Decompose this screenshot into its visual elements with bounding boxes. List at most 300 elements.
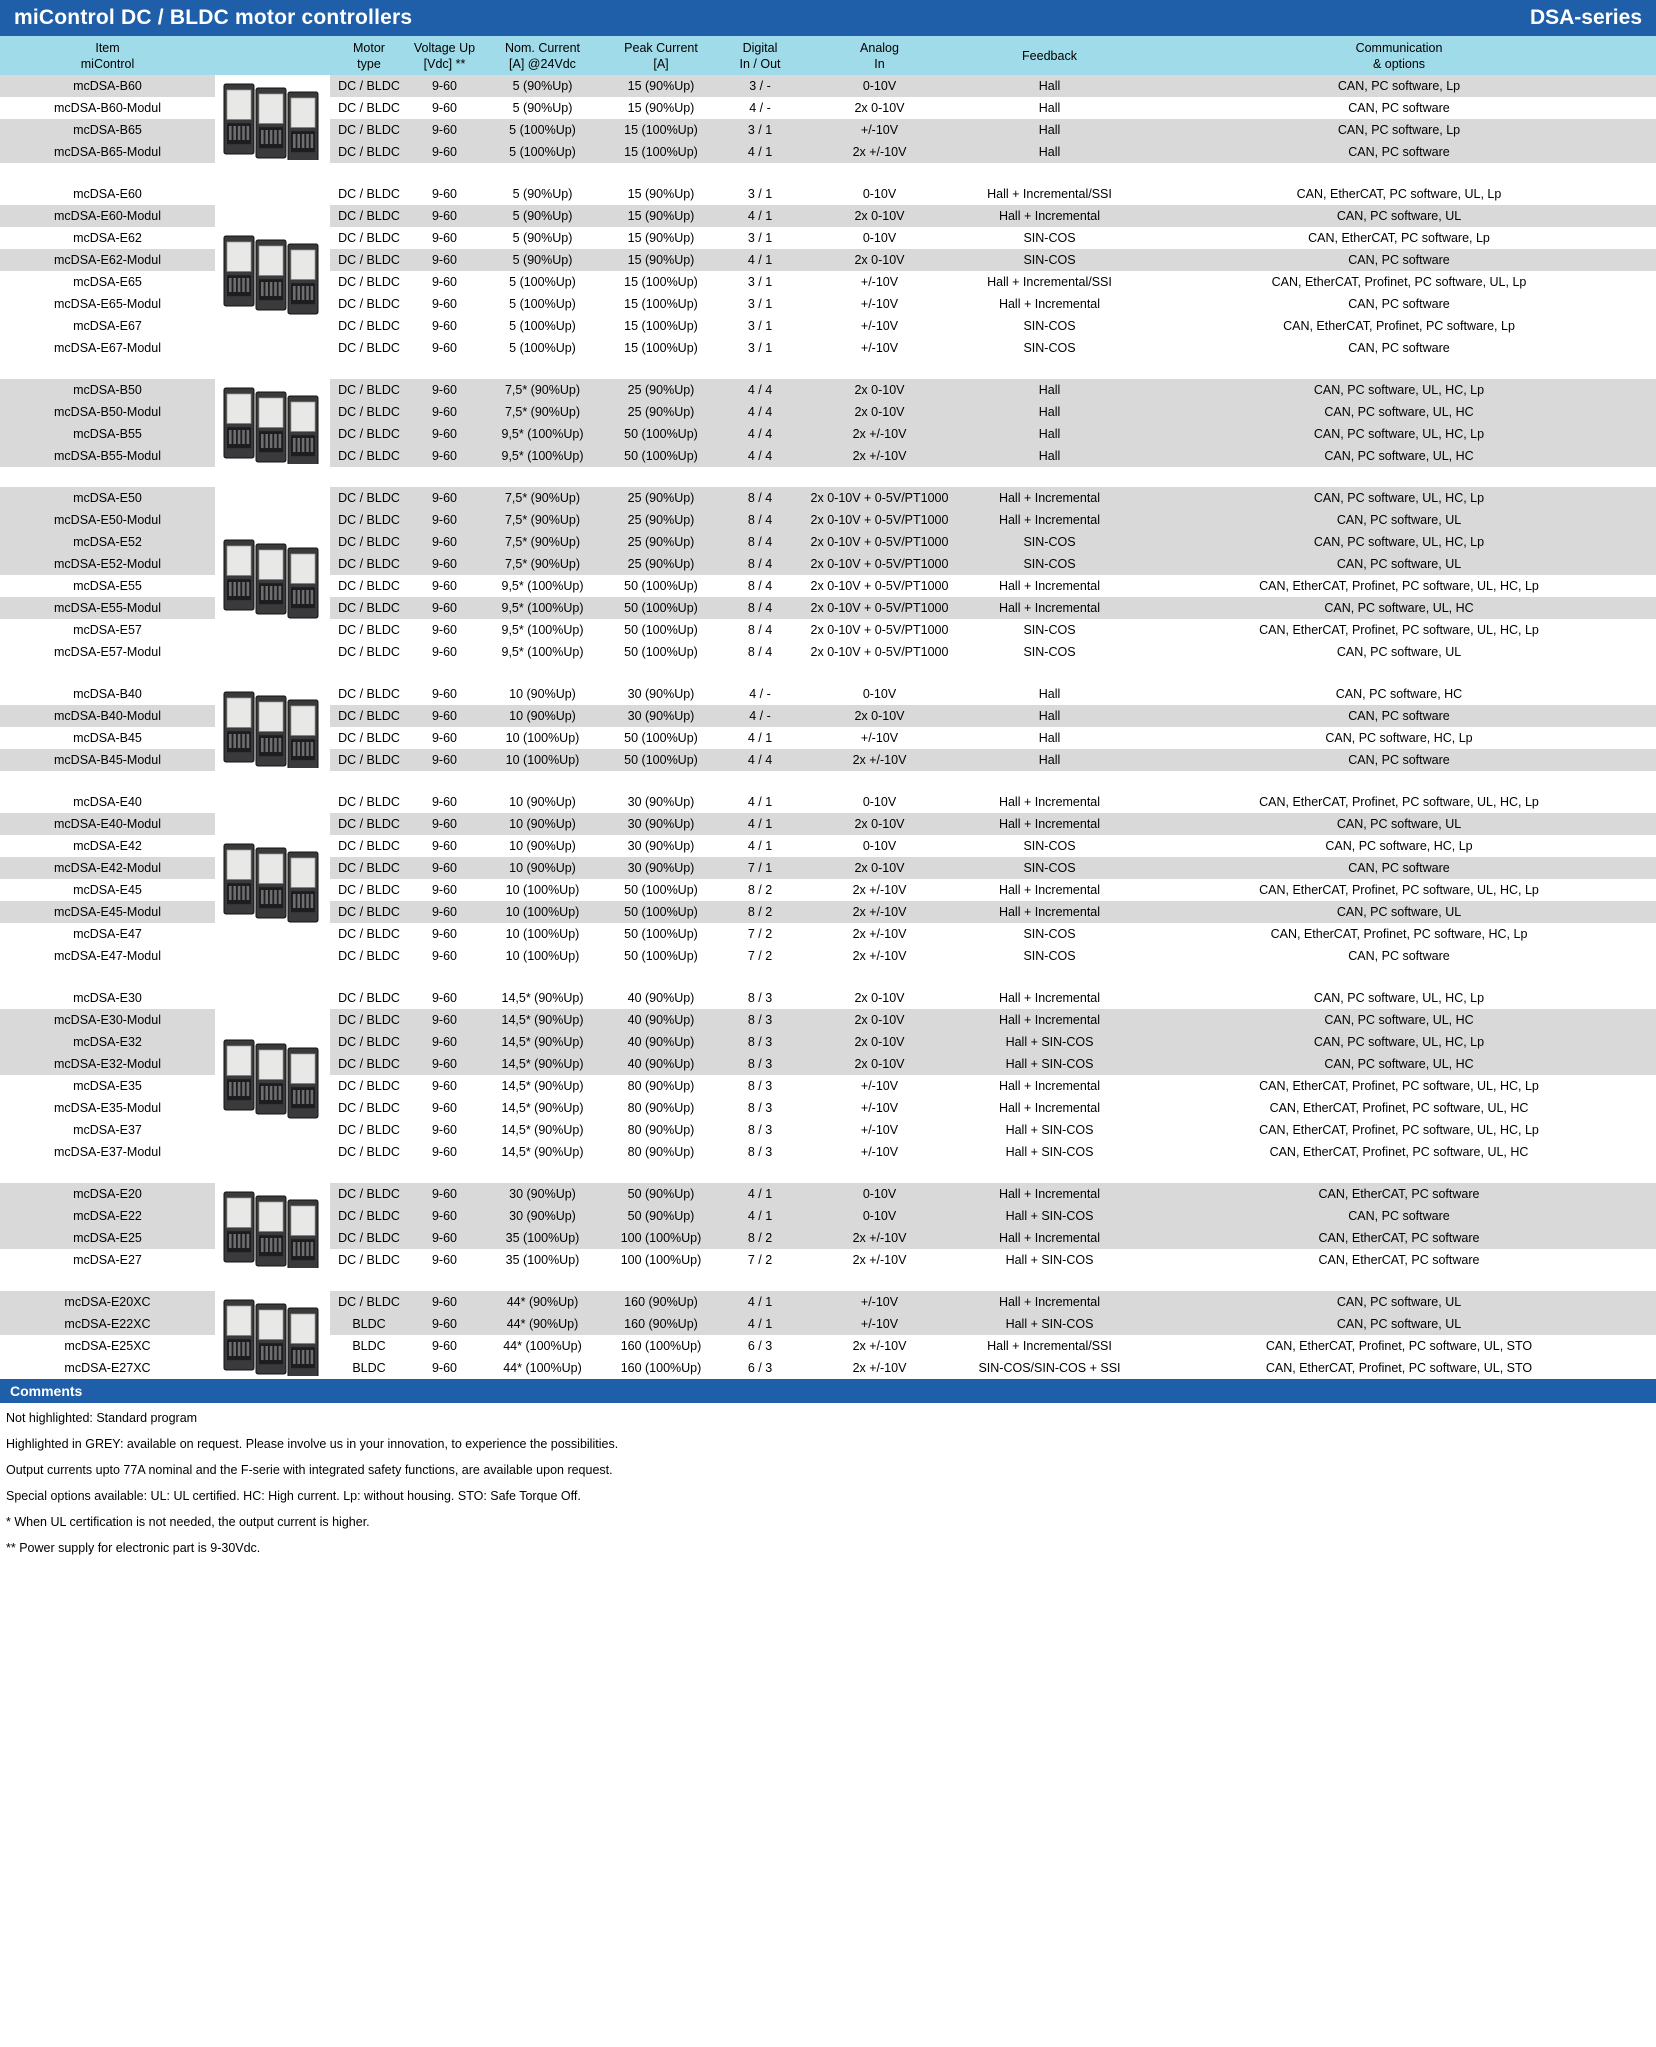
- table-row[interactable]: [0, 641, 1656, 663]
- cell-feedback: Hall + Incremental: [957, 813, 1142, 835]
- cell-motor-type: DC / BLDC: [330, 749, 408, 771]
- cell-digital-io: 8 / 3: [718, 1009, 802, 1031]
- cell-communication: CAN, PC software, UL, HC, Lp: [1142, 423, 1656, 445]
- cell-item: mcDSA-B50: [0, 379, 215, 401]
- table-row[interactable]: [0, 509, 1656, 531]
- cell-communication: CAN, EtherCAT, PC software, UL, Lp: [1142, 183, 1656, 205]
- product-table: [0, 75, 1656, 1379]
- table-row[interactable]: [0, 75, 1656, 97]
- column-header-nominal-current: [481, 36, 604, 75]
- cell-digital-io: 8 / 2: [718, 879, 802, 901]
- table-row[interactable]: [0, 315, 1656, 337]
- column-header-nominal-line1: Nom. Current: [504, 41, 581, 55]
- cell-voltage: 9-60: [408, 901, 481, 923]
- cell-motor-type: DC / BLDC: [330, 1291, 408, 1313]
- cell-feedback: Hall + Incremental: [957, 205, 1142, 227]
- cell-image: [215, 923, 330, 945]
- table-row[interactable]: [0, 879, 1656, 901]
- table-row[interactable]: [0, 791, 1656, 813]
- cell-voltage: 9-60: [408, 531, 481, 553]
- cell-motor-type: DC / BLDC: [330, 141, 408, 163]
- cell-item: mcDSA-E42: [0, 835, 215, 857]
- cell-digital-io: 3 / 1: [718, 315, 802, 337]
- cell-motor-type: DC / BLDC: [330, 945, 408, 967]
- cell-item: mcDSA-E50-Modul: [0, 509, 215, 531]
- cell-digital-io: 4 / 1: [718, 1205, 802, 1227]
- cell-digital-io: 8 / 3: [718, 1097, 802, 1119]
- table-row[interactable]: [0, 1291, 1656, 1313]
- cell-nominal-current: 14,5* (90%Up): [481, 1053, 604, 1075]
- cell-item: mcDSA-E67: [0, 315, 215, 337]
- group-spacer: [0, 467, 1656, 487]
- cell-item: mcDSA-E62-Modul: [0, 249, 215, 271]
- cell-analog-in: 0-10V: [802, 75, 957, 97]
- cell-analog-in: 2x 0-10V + 0-5V/PT1000: [802, 619, 957, 641]
- cell-nominal-current: 7,5* (90%Up): [481, 401, 604, 423]
- cell-digital-io: 8 / 4: [718, 619, 802, 641]
- cell-analog-in: 2x 0-10V + 0-5V/PT1000: [802, 597, 957, 619]
- cell-communication: CAN, PC software, UL: [1142, 509, 1656, 531]
- cell-nominal-current: 14,5* (90%Up): [481, 1097, 604, 1119]
- cell-analog-in: +/-10V: [802, 315, 957, 337]
- comments-header: Comments: [0, 1379, 1656, 1403]
- table-row[interactable]: [0, 401, 1656, 423]
- cell-peak-current: 30 (90%Up): [604, 857, 718, 879]
- product-group: [0, 987, 1656, 1163]
- cell-peak-current: 50 (100%Up): [604, 619, 718, 641]
- column-header-analog-in: [802, 36, 957, 75]
- cell-item: mcDSA-E47-Modul: [0, 945, 215, 967]
- cell-feedback: Hall: [957, 749, 1142, 771]
- cell-voltage: 9-60: [408, 1249, 481, 1271]
- cell-digital-io: 8 / 4: [718, 597, 802, 619]
- cell-image: [215, 1227, 330, 1249]
- cell-item: mcDSA-E20: [0, 1183, 215, 1205]
- table-row[interactable]: [0, 597, 1656, 619]
- cell-voltage: 9-60: [408, 119, 481, 141]
- table-row[interactable]: [0, 813, 1656, 835]
- cell-communication: CAN, EtherCAT, Profinet, PC software, UL, Lp: [1142, 271, 1656, 293]
- table-row[interactable]: [0, 487, 1656, 509]
- table-row[interactable]: [0, 337, 1656, 359]
- cell-communication: CAN, EtherCAT, Profinet, PC software, HC, Lp: [1142, 923, 1656, 945]
- cell-peak-current: 15 (100%Up): [604, 119, 718, 141]
- cell-nominal-current: 5 (100%Up): [481, 315, 604, 337]
- table-row[interactable]: [0, 987, 1656, 1009]
- cell-nominal-current: 10 (100%Up): [481, 901, 604, 923]
- cell-image: [215, 1119, 330, 1141]
- cell-nominal-current: 5 (100%Up): [481, 337, 604, 359]
- cell-image: [215, 857, 330, 879]
- table-row[interactable]: [0, 1357, 1656, 1379]
- cell-feedback: Hall + SIN-COS: [957, 1031, 1142, 1053]
- product-group: [0, 183, 1656, 359]
- cell-peak-current: 30 (90%Up): [604, 813, 718, 835]
- cell-feedback: Hall: [957, 97, 1142, 119]
- table-row[interactable]: [0, 531, 1656, 553]
- cell-digital-io: 8 / 4: [718, 531, 802, 553]
- cell-item: mcDSA-E37: [0, 1119, 215, 1141]
- cell-communication: CAN, PC software, HC: [1142, 683, 1656, 705]
- cell-voltage: 9-60: [408, 183, 481, 205]
- cell-image: [215, 1141, 330, 1163]
- cell-image: [215, 553, 330, 575]
- cell-analog-in: 2x +/-10V: [802, 945, 957, 967]
- cell-analog-in: +/-10V: [802, 271, 957, 293]
- cell-digital-io: 4 / 1: [718, 835, 802, 857]
- table-row[interactable]: [0, 1075, 1656, 1097]
- cell-digital-io: 3 / 1: [718, 119, 802, 141]
- cell-analog-in: 2x 0-10V: [802, 705, 957, 727]
- cell-nominal-current: 7,5* (90%Up): [481, 487, 604, 509]
- cell-feedback: Hall: [957, 445, 1142, 467]
- cell-nominal-current: 10 (100%Up): [481, 879, 604, 901]
- cell-digital-io: 8 / 3: [718, 987, 802, 1009]
- cell-analog-in: 2x 0-10V: [802, 401, 957, 423]
- cell-feedback: Hall: [957, 401, 1142, 423]
- cell-peak-current: 50 (100%Up): [604, 445, 718, 467]
- cell-communication: CAN, PC software, UL: [1142, 205, 1656, 227]
- cell-analog-in: +/-10V: [802, 1313, 957, 1335]
- cell-peak-current: 50 (100%Up): [604, 901, 718, 923]
- table-row[interactable]: [0, 1053, 1656, 1075]
- cell-nominal-current: 9,5* (100%Up): [481, 619, 604, 641]
- cell-voltage: 9-60: [408, 1313, 481, 1335]
- cell-analog-in: +/-10V: [802, 337, 957, 359]
- cell-digital-io: 7 / 2: [718, 945, 802, 967]
- cell-nominal-current: 5 (90%Up): [481, 249, 604, 271]
- table-row[interactable]: [0, 1031, 1656, 1053]
- cell-image: [215, 1009, 330, 1031]
- cell-digital-io: 4 / 4: [718, 749, 802, 771]
- cell-voltage: 9-60: [408, 1227, 481, 1249]
- table-row[interactable]: [0, 227, 1656, 249]
- table-row[interactable]: [0, 1249, 1656, 1271]
- column-header-voltage: [408, 36, 481, 75]
- table-row[interactable]: [0, 1141, 1656, 1163]
- cell-analog-in: 2x 0-10V: [802, 813, 957, 835]
- cell-motor-type: DC / BLDC: [330, 401, 408, 423]
- table-row[interactable]: [0, 683, 1656, 705]
- cell-peak-current: 30 (90%Up): [604, 791, 718, 813]
- table-row[interactable]: [0, 293, 1656, 315]
- cell-nominal-current: 10 (100%Up): [481, 945, 604, 967]
- cell-item: mcDSA-B60-Modul: [0, 97, 215, 119]
- column-header-feedback-line1: Feedback: [1022, 49, 1077, 63]
- table-row[interactable]: [0, 835, 1656, 857]
- cell-feedback: Hall + SIN-COS: [957, 1119, 1142, 1141]
- cell-motor-type: DC / BLDC: [330, 75, 408, 97]
- table-row[interactable]: [0, 97, 1656, 119]
- cell-image: [215, 227, 330, 249]
- cell-digital-io: 3 / 1: [718, 337, 802, 359]
- cell-motor-type: BLDC: [330, 1313, 408, 1335]
- cell-item: mcDSA-E35-Modul: [0, 1097, 215, 1119]
- cell-item: mcDSA-E25XC: [0, 1335, 215, 1357]
- table-row[interactable]: [0, 553, 1656, 575]
- cell-motor-type: DC / BLDC: [330, 1031, 408, 1053]
- cell-feedback: Hall + Incremental: [957, 509, 1142, 531]
- cell-nominal-current: 10 (90%Up): [481, 705, 604, 727]
- cell-digital-io: 4 / 1: [718, 205, 802, 227]
- table-row[interactable]: [0, 205, 1656, 227]
- cell-nominal-current: 9,5* (100%Up): [481, 597, 604, 619]
- cell-peak-current: 50 (100%Up): [604, 641, 718, 663]
- table-row[interactable]: [0, 1205, 1656, 1227]
- cell-digital-io: 7 / 2: [718, 1249, 802, 1271]
- cell-feedback: Hall: [957, 119, 1142, 141]
- cell-motor-type: DC / BLDC: [330, 293, 408, 315]
- cell-motor-type: DC / BLDC: [330, 857, 408, 879]
- cell-digital-io: 3 / 1: [718, 293, 802, 315]
- cell-voltage: 9-60: [408, 249, 481, 271]
- cell-communication: CAN, PC software: [1142, 141, 1656, 163]
- cell-communication: CAN, EtherCAT, Profinet, PC software, Lp: [1142, 315, 1656, 337]
- product-group: [0, 791, 1656, 967]
- cell-digital-io: 4 / 1: [718, 1313, 802, 1335]
- cell-motor-type: DC / BLDC: [330, 531, 408, 553]
- cell-motor-type: DC / BLDC: [330, 923, 408, 945]
- table-row[interactable]: [0, 1097, 1656, 1119]
- cell-analog-in: +/-10V: [802, 119, 957, 141]
- cell-image: [215, 1097, 330, 1119]
- cell-nominal-current: 44* (90%Up): [481, 1313, 604, 1335]
- cell-digital-io: 8 / 3: [718, 1075, 802, 1097]
- table-row[interactable]: [0, 141, 1656, 163]
- cell-voltage: 9-60: [408, 1031, 481, 1053]
- cell-nominal-current: 44* (100%Up): [481, 1357, 604, 1379]
- cell-item: mcDSA-E30: [0, 987, 215, 1009]
- cell-feedback: SIN-COS: [957, 835, 1142, 857]
- cell-motor-type: DC / BLDC: [330, 683, 408, 705]
- cell-image: [215, 705, 330, 727]
- cell-feedback: Hall + SIN-COS: [957, 1205, 1142, 1227]
- cell-item: mcDSA-E67-Modul: [0, 337, 215, 359]
- cell-feedback: Hall: [957, 423, 1142, 445]
- cell-item: mcDSA-E32-Modul: [0, 1053, 215, 1075]
- cell-nominal-current: 5 (90%Up): [481, 75, 604, 97]
- cell-motor-type: DC / BLDC: [330, 619, 408, 641]
- cell-communication: CAN, EtherCAT, Profinet, PC software, UL, HC, Lp: [1142, 619, 1656, 641]
- cell-motor-type: DC / BLDC: [330, 641, 408, 663]
- table-row[interactable]: [0, 379, 1656, 401]
- cell-motor-type: BLDC: [330, 1357, 408, 1379]
- cell-image: [215, 509, 330, 531]
- table-row[interactable]: [0, 1335, 1656, 1357]
- table-row[interactable]: [0, 901, 1656, 923]
- cell-peak-current: 30 (90%Up): [604, 835, 718, 857]
- cell-analog-in: 2x +/-10V: [802, 1357, 957, 1379]
- table-row[interactable]: [0, 423, 1656, 445]
- comments-body: [0, 1403, 1656, 1581]
- column-header-motor-line2: type: [357, 57, 381, 71]
- cell-communication: CAN, PC software: [1142, 293, 1656, 315]
- cell-image: [215, 293, 330, 315]
- cell-image: [215, 75, 330, 97]
- cell-nominal-current: 7,5* (90%Up): [481, 509, 604, 531]
- cell-feedback: SIN-COS: [957, 553, 1142, 575]
- table-row[interactable]: [0, 749, 1656, 771]
- cell-peak-current: 15 (90%Up): [604, 97, 718, 119]
- comment-line: Highlighted in GREY: available on request. Please involve us in your innovation, to experience the possibilities.: [6, 1437, 619, 1451]
- cell-nominal-current: 44* (100%Up): [481, 1335, 604, 1357]
- cell-feedback: Hall + Incremental: [957, 487, 1142, 509]
- table-row[interactable]: [0, 445, 1656, 467]
- cell-image: [215, 141, 330, 163]
- table-row[interactable]: [0, 727, 1656, 749]
- table-row[interactable]: [0, 923, 1656, 945]
- cell-voltage: 9-60: [408, 727, 481, 749]
- cell-digital-io: 4 / 4: [718, 445, 802, 467]
- cell-analog-in: 0-10V: [802, 835, 957, 857]
- cell-image: [215, 1205, 330, 1227]
- cell-item: mcDSA-B65: [0, 119, 215, 141]
- cell-nominal-current: 14,5* (90%Up): [481, 1119, 604, 1141]
- cell-peak-current: 15 (90%Up): [604, 183, 718, 205]
- cell-image: [215, 901, 330, 923]
- cell-peak-current: 100 (100%Up): [604, 1249, 718, 1271]
- cell-peak-current: 25 (90%Up): [604, 379, 718, 401]
- cell-motor-type: DC / BLDC: [330, 987, 408, 1009]
- cell-item: mcDSA-E27: [0, 1249, 215, 1271]
- cell-peak-current: 15 (100%Up): [604, 315, 718, 337]
- cell-nominal-current: 10 (90%Up): [481, 813, 604, 835]
- cell-peak-current: 80 (90%Up): [604, 1141, 718, 1163]
- cell-peak-current: 50 (100%Up): [604, 575, 718, 597]
- cell-analog-in: 2x 0-10V: [802, 249, 957, 271]
- cell-nominal-current: 14,5* (90%Up): [481, 1009, 604, 1031]
- table-row[interactable]: [0, 249, 1656, 271]
- cell-feedback: SIN-COS: [957, 857, 1142, 879]
- cell-peak-current: 15 (100%Up): [604, 293, 718, 315]
- group-spacer: [0, 1163, 1656, 1183]
- cell-voltage: 9-60: [408, 401, 481, 423]
- cell-feedback: SIN-COS: [957, 531, 1142, 553]
- table-row[interactable]: [0, 119, 1656, 141]
- cell-nominal-current: 35 (100%Up): [481, 1249, 604, 1271]
- cell-digital-io: 3 / 1: [718, 227, 802, 249]
- cell-communication: CAN, PC software, UL, HC, Lp: [1142, 987, 1656, 1009]
- cell-nominal-current: 14,5* (90%Up): [481, 1075, 604, 1097]
- table-row[interactable]: [0, 945, 1656, 967]
- cell-feedback: Hall + Incremental: [957, 879, 1142, 901]
- cell-feedback: Hall: [957, 683, 1142, 705]
- column-header-peak-current: [604, 36, 718, 75]
- cell-motor-type: DC / BLDC: [330, 249, 408, 271]
- cell-peak-current: 15 (100%Up): [604, 141, 718, 163]
- cell-item: mcDSA-B55: [0, 423, 215, 445]
- cell-analog-in: +/-10V: [802, 1119, 957, 1141]
- cell-analog-in: 2x 0-10V + 0-5V/PT1000: [802, 575, 957, 597]
- cell-peak-current: 50 (90%Up): [604, 1205, 718, 1227]
- cell-motor-type: DC / BLDC: [330, 1075, 408, 1097]
- cell-voltage: 9-60: [408, 1009, 481, 1031]
- cell-communication: CAN, PC software, UL, HC: [1142, 401, 1656, 423]
- cell-item: mcDSA-E22XC: [0, 1313, 215, 1335]
- cell-image: [215, 683, 330, 705]
- table-row[interactable]: [0, 183, 1656, 205]
- cell-nominal-current: 10 (90%Up): [481, 791, 604, 813]
- cell-peak-current: 100 (100%Up): [604, 1227, 718, 1249]
- cell-peak-current: 160 (90%Up): [604, 1291, 718, 1313]
- cell-digital-io: 3 / 1: [718, 271, 802, 293]
- cell-communication: CAN, EtherCAT, PC software: [1142, 1249, 1656, 1271]
- table-row[interactable]: [0, 1183, 1656, 1205]
- cell-feedback: Hall + Incremental: [957, 293, 1142, 315]
- cell-motor-type: DC / BLDC: [330, 879, 408, 901]
- cell-voltage: 9-60: [408, 857, 481, 879]
- table-row[interactable]: [0, 575, 1656, 597]
- cell-item: mcDSA-E60-Modul: [0, 205, 215, 227]
- cell-motor-type: DC / BLDC: [330, 1205, 408, 1227]
- cell-digital-io: 4 / 4: [718, 379, 802, 401]
- cell-analog-in: 2x 0-10V: [802, 205, 957, 227]
- cell-image: [215, 315, 330, 337]
- column-header-peak-line2: [A]: [653, 57, 669, 71]
- cell-voltage: 9-60: [408, 945, 481, 967]
- column-header-peak-line1: Peak Current: [624, 41, 698, 55]
- cell-nominal-current: 10 (100%Up): [481, 749, 604, 771]
- table-row[interactable]: [0, 1009, 1656, 1031]
- product-group: [0, 1183, 1656, 1271]
- table-row[interactable]: [0, 1313, 1656, 1335]
- cell-image: [215, 1335, 330, 1357]
- column-header-communication: [1142, 36, 1656, 75]
- product-group: [0, 1291, 1656, 1379]
- cell-analog-in: 2x 0-10V: [802, 987, 957, 1009]
- table-row[interactable]: [0, 857, 1656, 879]
- column-header-nominal-line2: [A] @24Vdc: [509, 57, 576, 71]
- cell-image: [215, 813, 330, 835]
- cell-peak-current: 15 (90%Up): [604, 227, 718, 249]
- cell-digital-io: 4 / -: [718, 683, 802, 705]
- cell-image: [215, 1183, 330, 1205]
- cell-voltage: 9-60: [408, 227, 481, 249]
- cell-item: mcDSA-B45-Modul: [0, 749, 215, 771]
- cell-communication: CAN, PC software, UL: [1142, 901, 1656, 923]
- cell-nominal-current: 9,5* (100%Up): [481, 423, 604, 445]
- comment-line: Special options available: UL: UL certified. HC: High current. Lp: without housing. STO: Safe Torque Off.: [6, 1489, 581, 1503]
- table-row[interactable]: [0, 1119, 1656, 1141]
- table-row[interactable]: [0, 271, 1656, 293]
- table-row[interactable]: [0, 1227, 1656, 1249]
- cell-motor-type: DC / BLDC: [330, 487, 408, 509]
- cell-image: [215, 1075, 330, 1097]
- cell-voltage: 9-60: [408, 705, 481, 727]
- cell-voltage: 9-60: [408, 487, 481, 509]
- cell-analog-in: 2x 0-10V: [802, 1031, 957, 1053]
- cell-analog-in: 2x +/-10V: [802, 141, 957, 163]
- cell-analog-in: 2x 0-10V: [802, 379, 957, 401]
- table-row[interactable]: [0, 705, 1656, 727]
- cell-analog-in: +/-10V: [802, 1141, 957, 1163]
- cell-nominal-current: 5 (100%Up): [481, 293, 604, 315]
- cell-image: [215, 271, 330, 293]
- cell-communication: CAN, PC software, UL, HC: [1142, 1009, 1656, 1031]
- cell-image: [215, 1249, 330, 1271]
- cell-item: mcDSA-E52-Modul: [0, 553, 215, 575]
- cell-communication: CAN, EtherCAT, Profinet, PC software, UL, STO: [1142, 1357, 1656, 1379]
- cell-voltage: 9-60: [408, 1141, 481, 1163]
- column-header-motor-line1: Motor: [353, 41, 385, 55]
- cell-communication: CAN, PC software: [1142, 1205, 1656, 1227]
- cell-image: [215, 835, 330, 857]
- series-label: DSA-series: [1529, 6, 1642, 29]
- cell-image: [215, 727, 330, 749]
- table-row[interactable]: [0, 619, 1656, 641]
- cell-voltage: 9-60: [408, 813, 481, 835]
- cell-analog-in: 2x 0-10V + 0-5V/PT1000: [802, 553, 957, 575]
